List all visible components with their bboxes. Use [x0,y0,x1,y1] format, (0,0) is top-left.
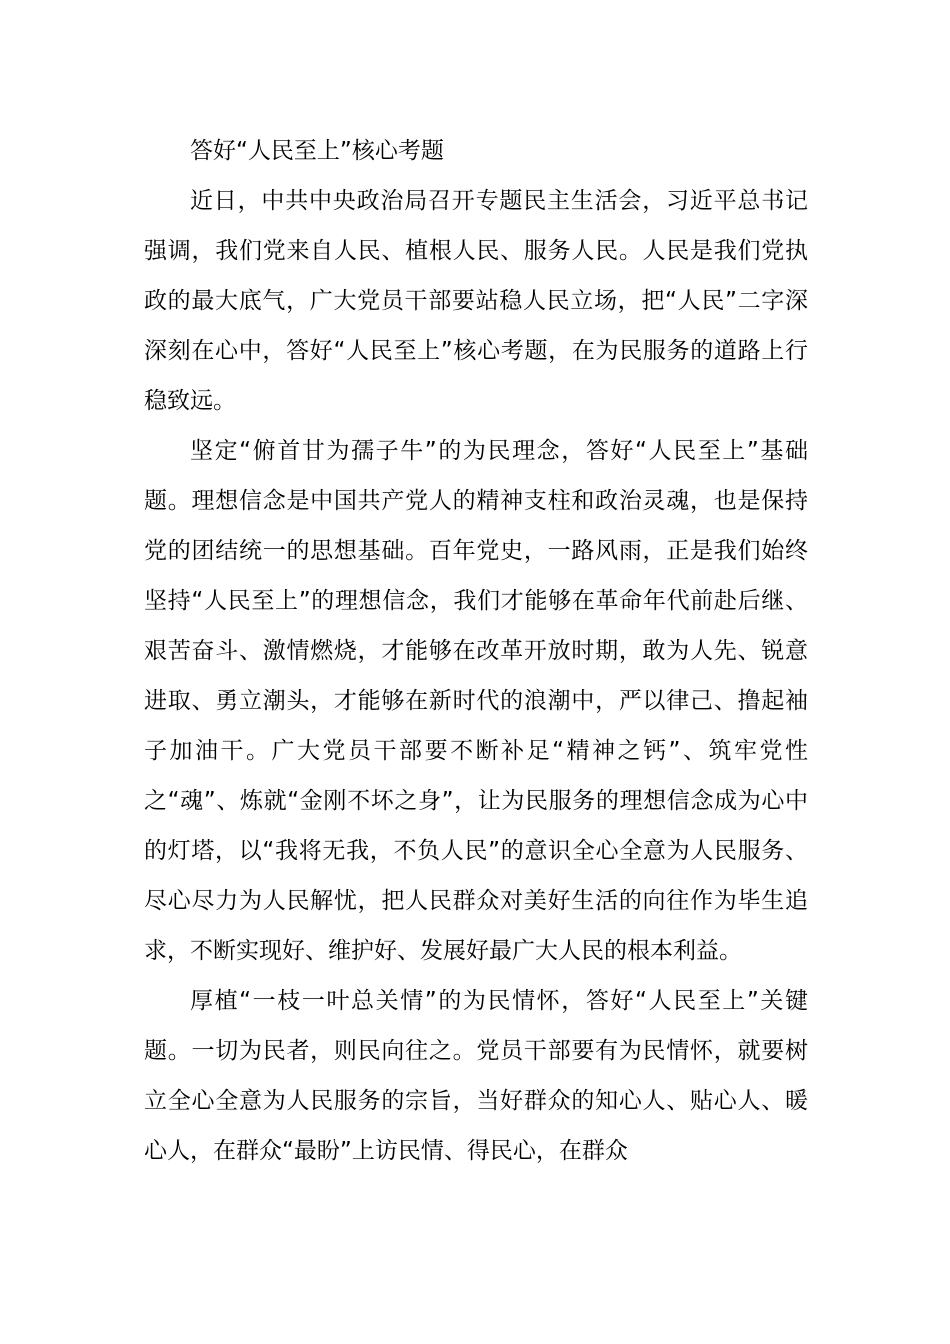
document-title: 答好“人民至上”核心考题 [190,138,444,164]
paragraph-feelings: 厚植“一枝一叶总关情”的为民情怀，答好“人民至上”关键题。一切为民者，则民向往之。党员干部要有为民情怀，就要树立全心全意为人民服务的宗旨，当好群众的知心人、贴心人、暖心人，在群众“最盼”上访民情、得民心，在群众 [144,988,808,1164]
paragraph-intro: 近日，中共中央政治局召开专题民主生活会，习近平总书记强调，我们党来自人民、植根人民、服务人民。人民是我们党执政的最大底气，广大党员干部要站稳人民立场，把“人民”二字深深刻在心中，答好“人民至上”核心考题，在为民服务的道路上行稳致远。 [144,188,808,414]
document-body [144,126,808,1176]
paragraph-ideals: 坚定“俯首甘为孺子牛”的为民理念，答好“人民至上”基础题。理想信念是中国共产党人的精神支柱和政治灵魂，也是保持党的团结统一的思想基础。百年党史，一路风雨，正是我们始终坚持“人民至上”的理想信念，我们才能够在革命年代前赴后继、艰苦奋斗、激情燃烧，才能够在改革开放时期，敢为人先、锐意进取、勇立潮头，才能够在新时代的浪潮中，严以律己、撸起袖子加油干。广大党员干部要不断补足“精神之钙”、筑牢党性之“魂”、炼就“金刚不坏之身”，让为民服务的理想信念成为心中的灯塔，以“我将无我，不负人民”的意识全心全意为人民服务、尽心尽力为人民解忧，把人民群众对美好生活的向往作为毕生追求，不断实现好、维护好、发展好最广大人民的根本利益。 [144,438,808,964]
